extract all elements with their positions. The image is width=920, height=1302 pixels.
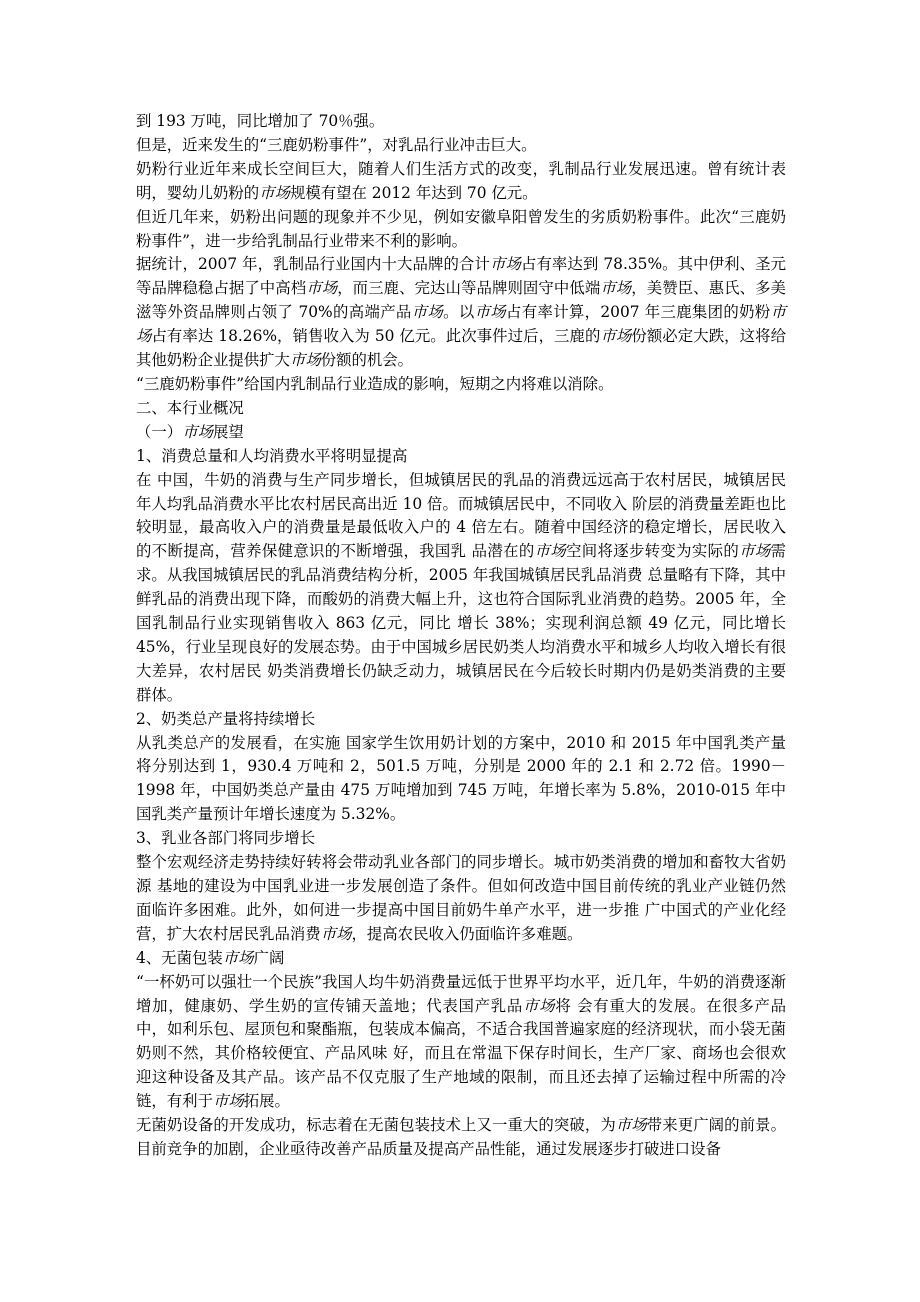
emphasized-term: 市场	[289, 351, 321, 370]
text-run: 拓展。	[243, 1092, 290, 1111]
emphasized-term: 市场	[411, 303, 444, 322]
text-run: 占有率达到 78.35%。其中伊利、圣元等品牌稳稳占据了中高档	[136, 255, 786, 298]
emphasized-term: 市场	[739, 542, 771, 561]
text-run: 规模有望在 2012 年达到 70 亿元。	[289, 183, 538, 202]
emphasized-term: 市场	[306, 279, 338, 298]
text-run: “三鹿奶粉事件”给国内乳制品行业造成的影响，短期之内将难以消除。	[136, 374, 614, 393]
paragraph	[136, 397, 786, 421]
text-run: 空间将逐步转变为实际的	[566, 542, 740, 561]
paragraph	[136, 134, 786, 158]
text-run: 从乳类总产的发展看，在实施 国家学生饮用奶计划的方案中，2010 和 2015 年中国乳类产量将分别达到 1，930.4 万吨和 2，501.5 万吨，分别是 2000 年的 2.1 和 2.72 倍。1990－1998 年，中国奶类总产量由 475 万吨增加到 745 万吨，年增长率为 5.8%，2010-015 年中国乳类产量预计年增长速度为 5.32%。	[136, 733, 786, 824]
emphasized-term: 市场	[615, 1116, 647, 1135]
emphasized-term: 市场	[474, 303, 507, 322]
text-run: 将 会有重大的发展。在很多产品中，如利乐包、屋顶包和聚酯瓶，包装成本偏高，不适合我国普遍家庭的经济现状，而小袋无菌奶则不然，其价格较便宜、产品风味 好，而且在常温下保存时间长，生产厂家、商场也会很欢迎这种设备及其产品。该产品不仅克服了生产地域的限制，而且还去掉了运输过程中所需的冷链，有利于	[136, 996, 786, 1111]
text-run: 3、乳业各部门将同步增长	[136, 829, 316, 848]
document-page	[136, 110, 786, 1162]
emphasized-term: 市场	[523, 996, 556, 1015]
text-run: ，而三鹿、完达山等品牌则固守中低端	[337, 279, 601, 298]
emphasized-term: 市场	[600, 327, 632, 346]
text-run: 到 193 万吨，同比增加了 70％强。	[136, 112, 385, 130]
text-run: 奶粉行业近年来成长空间巨大，随着人们生活方式的改变，乳制品行业发展迅速。曾有统计表明，婴幼儿奶粉的	[136, 159, 786, 202]
paragraph	[136, 971, 786, 1114]
emphasized-term: 市场	[489, 255, 521, 274]
paragraph	[136, 421, 786, 445]
text-run: 4、无菌包装	[136, 948, 223, 967]
paragraph	[136, 110, 786, 134]
emphasized-term: 市场	[136, 303, 786, 346]
text-run: 份额必定大跌，这将给其他奶粉企业提供扩大	[136, 327, 786, 370]
emphasized-term: 市场	[212, 1092, 244, 1111]
text-run: 展望	[212, 422, 244, 441]
paragraph	[136, 445, 786, 469]
text-run: 二、本行业概况	[136, 398, 244, 417]
emphasized-term: 市场	[600, 279, 632, 298]
text-run: ，美赞臣、惠氏、多美滋等外资品牌则占领了 70%的高端产品	[136, 279, 786, 322]
paragraph	[136, 947, 786, 971]
text-run: 在 中国，牛奶的消费与生产同步增长，但城镇居民的乳品的消费远远高于农村居民，城镇居民年人均乳品消费水平比农村居民高出近 10 倍。而城镇居民中，不同收入 阶层的消费量差距也比较明显，最高收入户的消费量是最低收入户的 4 倍左右。随着中国经济的稳定增长，居民收入的不断提高，营养保健意识的不断增强，我国乳 品潜在的	[136, 470, 786, 561]
paragraph	[136, 732, 786, 828]
text-run: 无菌奶设备的开发成功，标志着在无菌包装技术上又一重大的突破，为	[136, 1116, 616, 1135]
text-run: 但是，近来发生的“三鹿奶粉事件”，对乳品行业冲击巨大。	[136, 135, 537, 154]
emphasized-term: 市场	[182, 422, 213, 441]
text-run: 广阔	[253, 948, 285, 967]
paragraph	[136, 469, 786, 708]
emphasized-term: 市场	[534, 542, 567, 561]
text-run: 份额的机会。	[320, 351, 414, 370]
text-run: 占有率达 18.26%，销售收入为 50 亿元。此次事件过后，三鹿的	[151, 327, 601, 346]
paragraph	[136, 1114, 786, 1162]
text-run: 带来更广阔的前景。目前竞争的加剧，企业亟待改善产品质量及提高产品性能，通过发展逐步打破进口设备	[136, 1116, 786, 1158]
emphasized-term: 市场	[259, 183, 290, 202]
text-run: ，提高农民收入仍面临许多难题。	[351, 924, 583, 943]
text-run: “一杯奶可以强壮一个民族”我国人均牛奶消费量远低于世界平均水平，近几年，牛奶的消费逐渐增加，健康奶、学生奶的宣传铺天盖地；代表国产乳品	[136, 972, 786, 1015]
paragraph	[136, 253, 786, 373]
text-run: 需求。从我国城镇居民的乳品消费结构分析，2005 年我国城镇居民乳品消费 总量略有下降，其中鲜乳品的消费出现下降，而酸奶的消费大幅上升，这也符合国际乳业消费的趋势。2005 年，全国乳制品行业实现销售收入 863 亿元，同比 增长 38%；实现利润总额 49 亿元，同比增长 45%，行业呈现良好的发展态势。由于中国城乡居民奶类人均消费水平和城乡人均收入增长有很大差异，农村居民 奶类消费增长仍缺乏动力，城镇居民在今后较长时期内仍是奶类消费的主要群体。	[136, 542, 786, 704]
emphasized-term: 市场	[222, 948, 254, 967]
emphasized-term: 市场	[320, 924, 352, 943]
paragraph	[136, 373, 786, 397]
text-run: 2、奶类总产量将持续增长	[136, 709, 316, 728]
text-run: 但近几年来，奶粉出问题的现象并不少见，例如安徽阜阳曾发生的劣质奶粉事件。此次“三鹿奶粉事件”，进一步给乳制品行业带来不利的影响。	[136, 207, 786, 250]
paragraph	[136, 851, 786, 947]
paragraph	[136, 708, 786, 732]
text-run: 。以	[443, 303, 475, 322]
text-run: 整个宏观经济走势持续好转将会带动乳业各部门的同步增长。城市奶类消费的增加和畜牧大省奶源 基地的建设为中国乳业进一步发展创造了条件。但如何改造中国目前传统的乳业产业链仍然面临许多困难。此外，如何进一步提高中国目前奶牛单产水平，进一步推 广中国式的产业化经营，扩大农村居民乳品消费	[136, 853, 786, 943]
text-run: （一）	[136, 422, 183, 441]
paragraph	[136, 827, 786, 851]
paragraph	[136, 158, 786, 206]
text-run: 1、消费总量和人均消费水平将明显提高	[136, 446, 408, 465]
paragraph	[136, 206, 786, 254]
text-run: 占有率计算，2007 年三鹿集团的奶粉	[506, 303, 771, 322]
text-run: 据统计，2007 年，乳制品行业国内十大品牌的合计	[136, 255, 490, 274]
